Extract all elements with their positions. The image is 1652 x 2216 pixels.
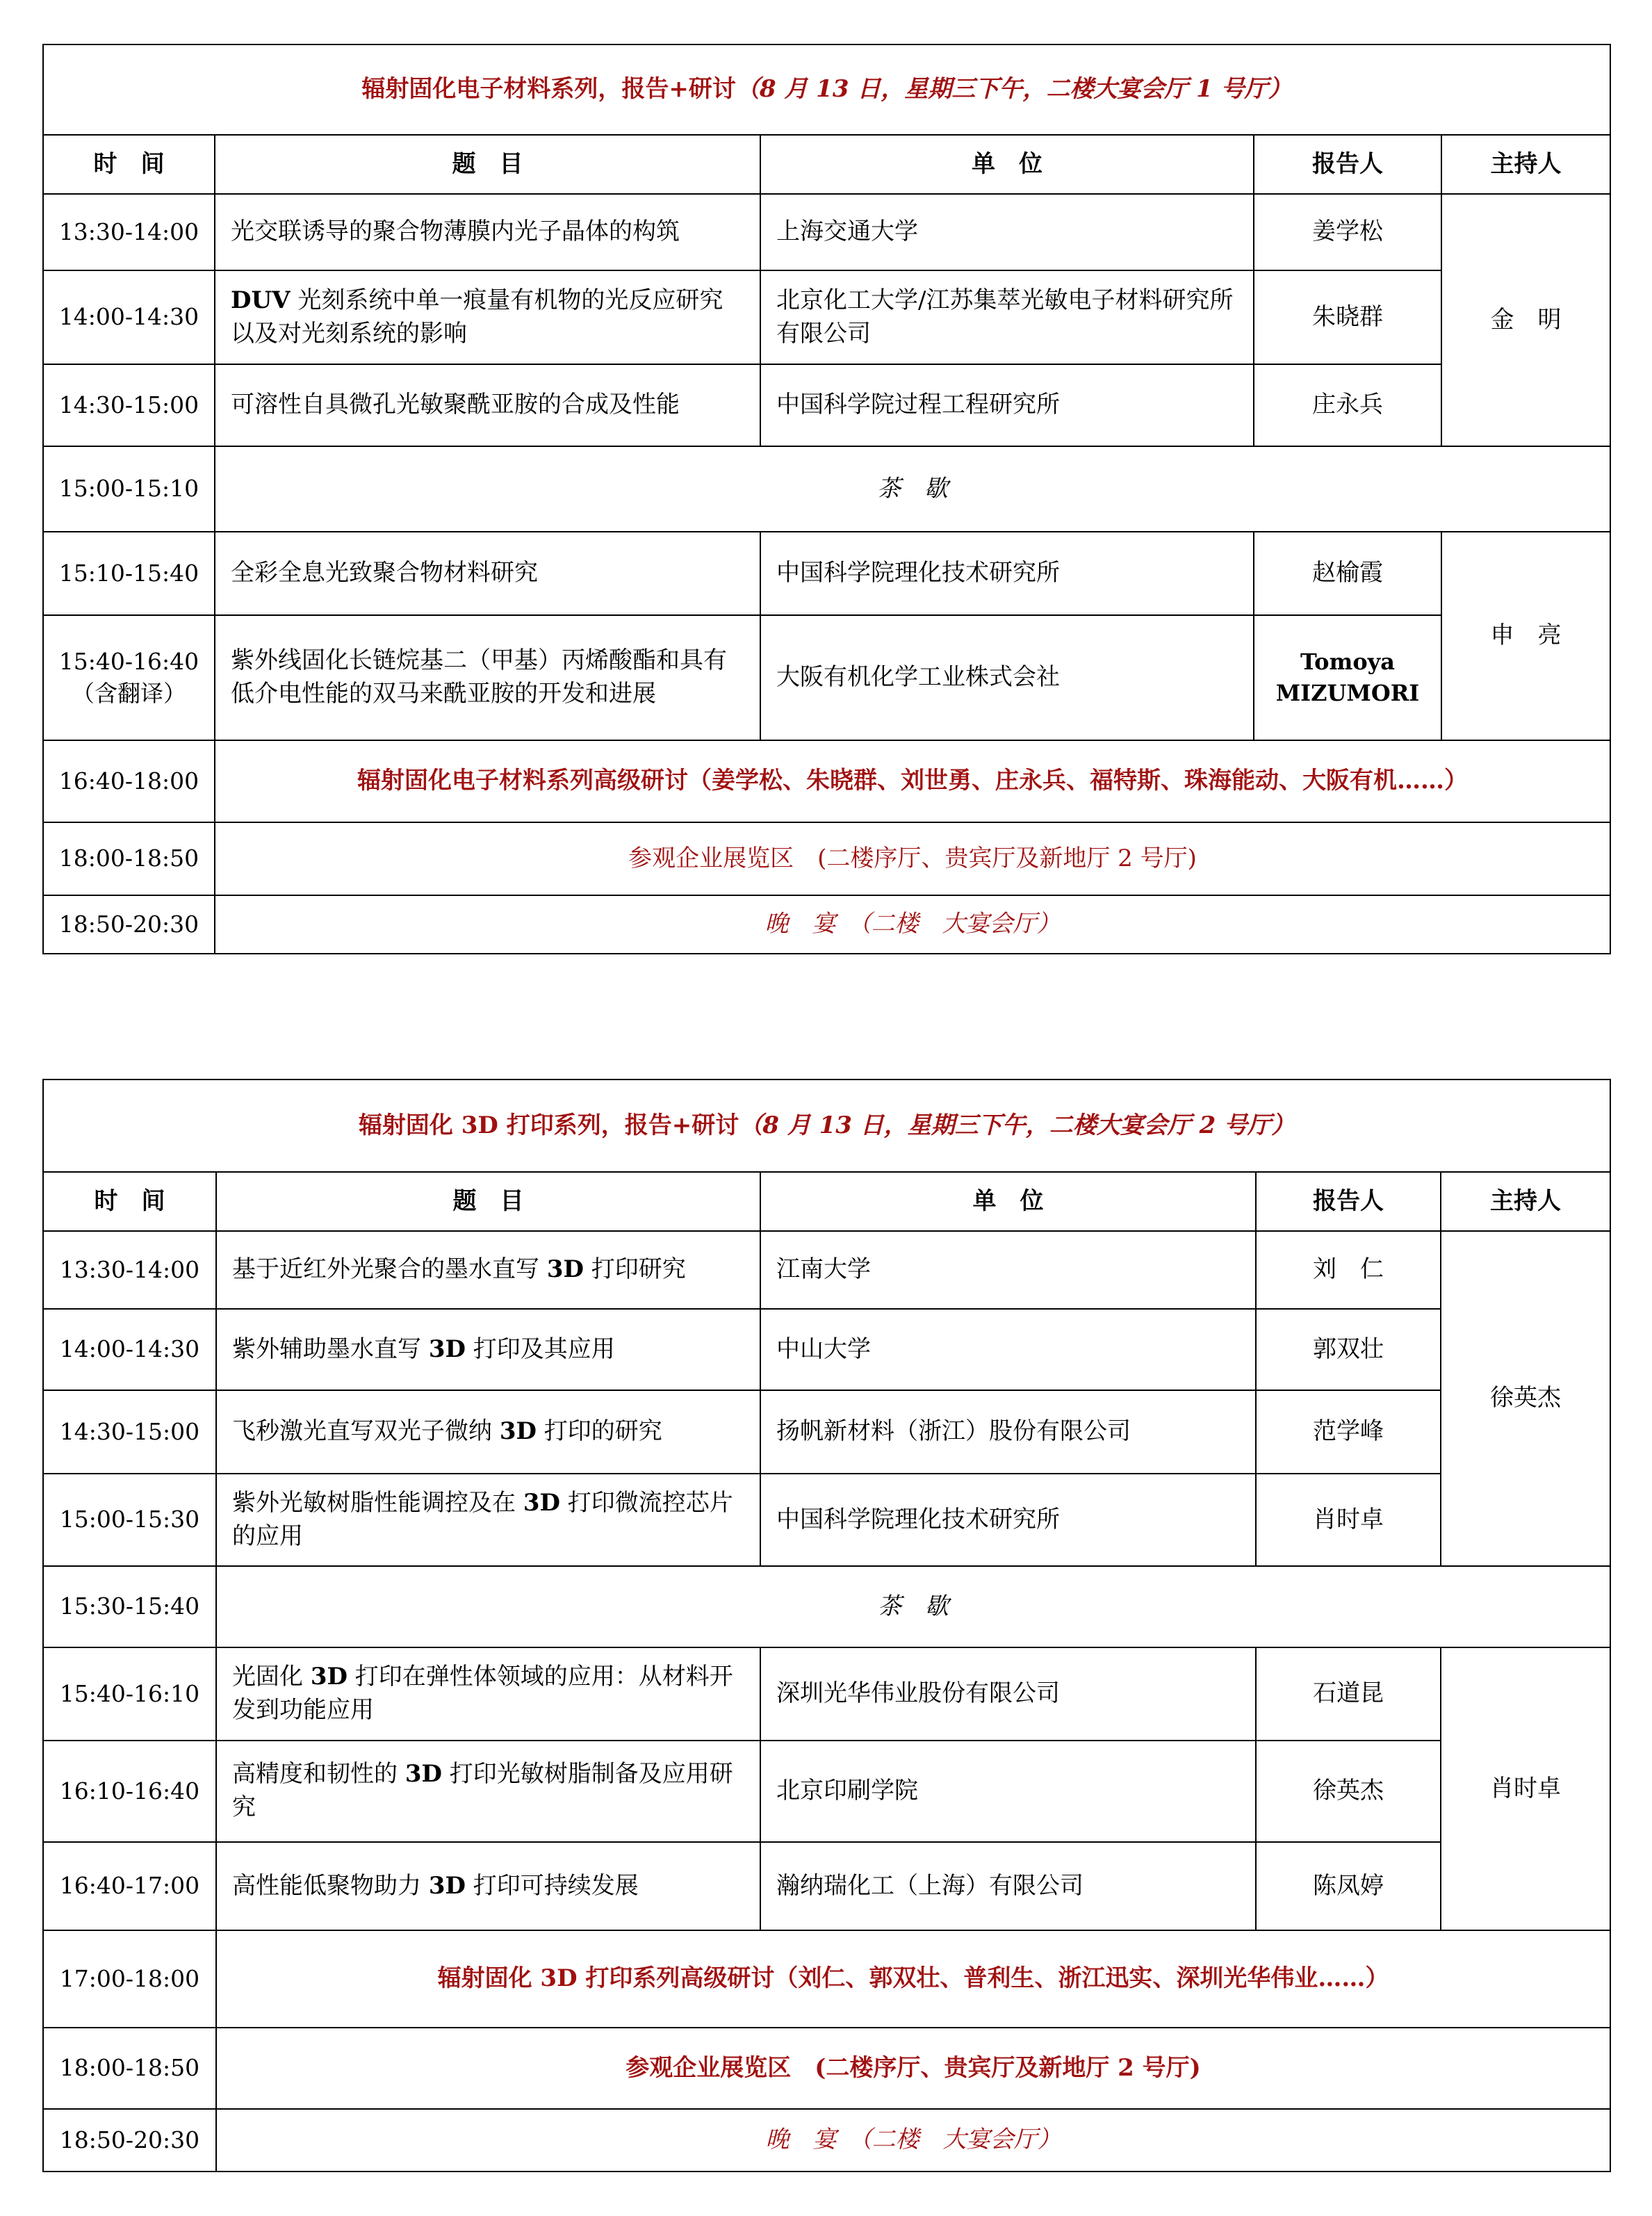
topic-bold-3d: 3D (499, 1417, 537, 1446)
session-title (43, 1080, 1610, 1172)
time-cell: 18:00-18:50 (43, 822, 215, 895)
topic-text: 光固化 (232, 1663, 311, 1691)
time-cell: 16:40-18:00 (43, 740, 215, 822)
org-cell: 瀚纳瑞化工（上海）有限公司 (760, 1842, 1256, 1930)
table-row (43, 194, 1610, 270)
topic-bold-3d: 3D (404, 1760, 442, 1789)
tea-break-cell: 茶 歇 (215, 446, 1610, 532)
time-cell: 15:00-15:10 (43, 446, 215, 532)
table-row (43, 615, 1610, 740)
header-speaker: 报告人 (1254, 135, 1441, 194)
topic-cell (216, 1390, 760, 1474)
table-row (43, 1842, 1610, 1930)
table-row (43, 1566, 1610, 1647)
org-cell: 大阪有机化学工业株式会社 (760, 615, 1254, 740)
table-row (43, 1390, 1610, 1474)
topic-text: 飞秒激光直写双光子微纳 (232, 1417, 500, 1446)
header-org: 单 位 (760, 135, 1254, 194)
speaker-cell (1254, 615, 1441, 740)
time-cell: 15:10-15:40 (43, 532, 215, 615)
schedule-table-electronic-materials (42, 44, 1611, 954)
topic-cell (216, 1842, 760, 1930)
time-cell: 17:00-18:00 (43, 1930, 216, 2028)
speaker-cell: 郭双壮 (1256, 1309, 1441, 1390)
header-row (43, 135, 1610, 194)
table-row (43, 1231, 1610, 1309)
table-row (43, 1741, 1610, 1842)
topic-text: 基于近红外光聚合的墨水直写 (232, 1255, 547, 1284)
topic-text: 高性能低聚物助力 (232, 1871, 429, 1900)
dinner-cell: 晚 宴 （二楼 大宴会厅） (216, 2109, 1610, 2172)
topic-text: 打印可持续发展 (465, 1871, 639, 1900)
speaker-cell: 范学峰 (1256, 1390, 1441, 1474)
time-cell: 16:10-16:40 (43, 1741, 216, 1842)
time-cell: 14:00-14:30 (43, 270, 215, 364)
table-row (43, 822, 1610, 895)
org-cell: 北京印刷学院 (760, 1741, 1256, 1842)
table-row (43, 1647, 1610, 1741)
speaker-cell: 陈凤婷 (1256, 1842, 1441, 1930)
topic-cell (216, 1741, 760, 1842)
topic-cell: 可溶性自具微孔光敏聚酰亚胺的合成及性能 (215, 364, 760, 446)
table-row (43, 270, 1610, 364)
speaker-cell: 赵榆霞 (1254, 532, 1441, 615)
table-row (43, 364, 1610, 446)
header-org: 单 位 (760, 1172, 1256, 1231)
time-cell: 13:30-14:00 (43, 1231, 216, 1309)
org-cell: 中国科学院理化技术研究所 (760, 532, 1254, 615)
topic-bold-3d: 3D (428, 1871, 466, 1900)
org-cell: 中国科学院理化技术研究所 (760, 1474, 1256, 1566)
header-host: 主持人 (1441, 1172, 1610, 1231)
topic-bold-3d: 3D (428, 1335, 466, 1363)
speaker-first-name: Tomoya (1300, 649, 1395, 676)
time-cell: 14:00-14:30 (43, 1309, 216, 1390)
header-time: 时 间 (43, 1172, 216, 1231)
topic-text: 打印及其应用 (465, 1335, 615, 1363)
topic-text: 打印在弹性体领域的应用：从材料开发到功能应用 (232, 1663, 733, 1724)
header-time: 时 间 (43, 135, 215, 194)
time-cell: 14:30-15:00 (43, 1390, 216, 1474)
org-cell: 扬帆新材料（浙江）股份有限公司 (760, 1390, 1256, 1474)
host-cell: 肖时卓 (1441, 1647, 1610, 1930)
topic-text: 打印研究 (583, 1255, 686, 1284)
time-cell: 15:30-15:40 (43, 1566, 216, 1647)
time-cell: 18:50-20:30 (43, 895, 215, 954)
time-note: （含翻译） (72, 680, 186, 707)
session-title-date: （8 月 13 日，星期三下午，二楼大宴会厅 1 号厅） (735, 75, 1292, 104)
topic-cell: 紫外线固化长链烷基二（甲基）丙烯酸酯和具有低介电性能的双马来酰亚胺的开发和进展 (215, 615, 760, 740)
topic-bold-3d: 3D (523, 1488, 560, 1517)
topic-text: 打印光敏树脂制备及应用研究 (232, 1760, 733, 1821)
org-cell: 深圳光华伟业股份有限公司 (760, 1647, 1256, 1741)
topic-cell (216, 1309, 760, 1390)
org-cell: 江南大学 (760, 1231, 1256, 1309)
table-row (43, 740, 1610, 822)
host-cell: 申 亮 (1441, 532, 1610, 740)
topic-text: 打印微流控芯片的应用 (232, 1488, 733, 1550)
org-cell: 中山大学 (760, 1309, 1256, 1390)
session-title-date: （8 月 13 日，星期三下午，二楼大宴会厅 2 号厅） (739, 1111, 1295, 1139)
exhibition-visit-cell: 参观企业展览区 (二楼序厅、贵宾厅及新地厅 2 号厅) (215, 822, 1610, 895)
session-title-main: 辐射固化电子材料系列，报告+研讨 (361, 75, 736, 104)
org-cell: 北京化工大学/江苏集萃光敏电子材料研究所有限公司 (760, 270, 1254, 364)
time-cell: 16:40-17:00 (43, 1842, 216, 1930)
topic-bold-prefix: DUV (231, 286, 291, 314)
speaker-cell: 徐英杰 (1256, 1741, 1441, 1842)
speaker-cell: 庄永兵 (1254, 364, 1441, 446)
time-cell: 18:50-20:30 (43, 2109, 216, 2172)
topic-text: 打印的研究 (536, 1417, 662, 1446)
table-row (43, 2109, 1610, 2172)
table-row (43, 895, 1610, 954)
session-title-main: 辐射固化 3D 打印系列，报告+研讨 (358, 1111, 739, 1139)
org-cell: 上海交通大学 (760, 194, 1254, 270)
time-cell: 18:00-18:50 (43, 2028, 216, 2109)
header-host: 主持人 (1441, 135, 1610, 194)
host-cell: 徐英杰 (1441, 1231, 1610, 1566)
speaker-cell: 肖时卓 (1256, 1474, 1441, 1566)
host-cell: 金 明 (1441, 194, 1610, 446)
seminar-cell: 辐射固化电子材料系列高级研讨（姜学松、朱晓群、刘世勇、庄永兵、福特斯、珠海能动、大阪有机……） (215, 740, 1610, 822)
table-row (43, 1930, 1610, 2028)
org-cell: 中国科学院过程工程研究所 (760, 364, 1254, 446)
time-range: 15:40-16:40 (58, 647, 199, 675)
header-speaker: 报告人 (1256, 1172, 1441, 1231)
session-title (43, 44, 1610, 135)
header-row (43, 1172, 1610, 1231)
speaker-last-name: MIZUMORI (1275, 680, 1420, 706)
dinner-cell: 晚 宴 （二楼 大宴会厅） (215, 895, 1610, 954)
time-cell (43, 615, 215, 740)
time-cell: 15:00-15:30 (43, 1474, 216, 1566)
topic-text: 紫外辅助墨水直写 (232, 1335, 429, 1363)
exhibition-visit-cell: 参观企业展览区 (二楼序厅、贵宾厅及新地厅 2 号厅) (216, 2028, 1610, 2109)
seminar-cell: 辐射固化 3D 打印系列高级研讨（刘仁、郭双壮、普利生、浙江迅实、深圳光华伟业……） (216, 1930, 1610, 2028)
topic-cell: 全彩全息光致聚合物材料研究 (215, 532, 760, 615)
schedule-table-3d-printing (42, 1079, 1611, 2172)
table-row (43, 1474, 1610, 1566)
header-topic: 题 目 (216, 1172, 760, 1231)
time-cell: 13:30-14:00 (43, 194, 215, 270)
table-row (43, 2028, 1610, 2109)
header-topic: 题 目 (215, 135, 760, 194)
topic-cell (216, 1231, 760, 1309)
table-row (43, 1309, 1610, 1390)
time-cell: 14:30-15:00 (43, 364, 215, 446)
table-row (43, 446, 1610, 532)
topic-cell (216, 1474, 760, 1566)
topic-cell: 光交联诱导的聚合物薄膜内光子晶体的构筑 (215, 194, 760, 270)
topic-text: 高精度和韧性的 (232, 1760, 405, 1789)
topic-text: 光刻系统中单一痕量有机物的光反应研究以及对光刻系统的影响 (231, 286, 723, 348)
topic-cell (215, 270, 760, 364)
topic-text: 紫外光敏树脂性能调控及在 (232, 1488, 523, 1517)
topic-cell (216, 1647, 760, 1741)
speaker-cell: 刘 仁 (1256, 1231, 1441, 1309)
topic-bold-3d: 3D (546, 1255, 584, 1284)
topic-bold-3d: 3D (310, 1663, 347, 1691)
speaker-cell: 石道昆 (1256, 1647, 1441, 1741)
speaker-cell: 朱晓群 (1254, 270, 1441, 364)
speaker-cell: 姜学松 (1254, 194, 1441, 270)
table-row (43, 532, 1610, 615)
tea-break-cell: 茶 歇 (216, 1566, 1610, 1647)
time-cell: 15:40-16:10 (43, 1647, 216, 1741)
